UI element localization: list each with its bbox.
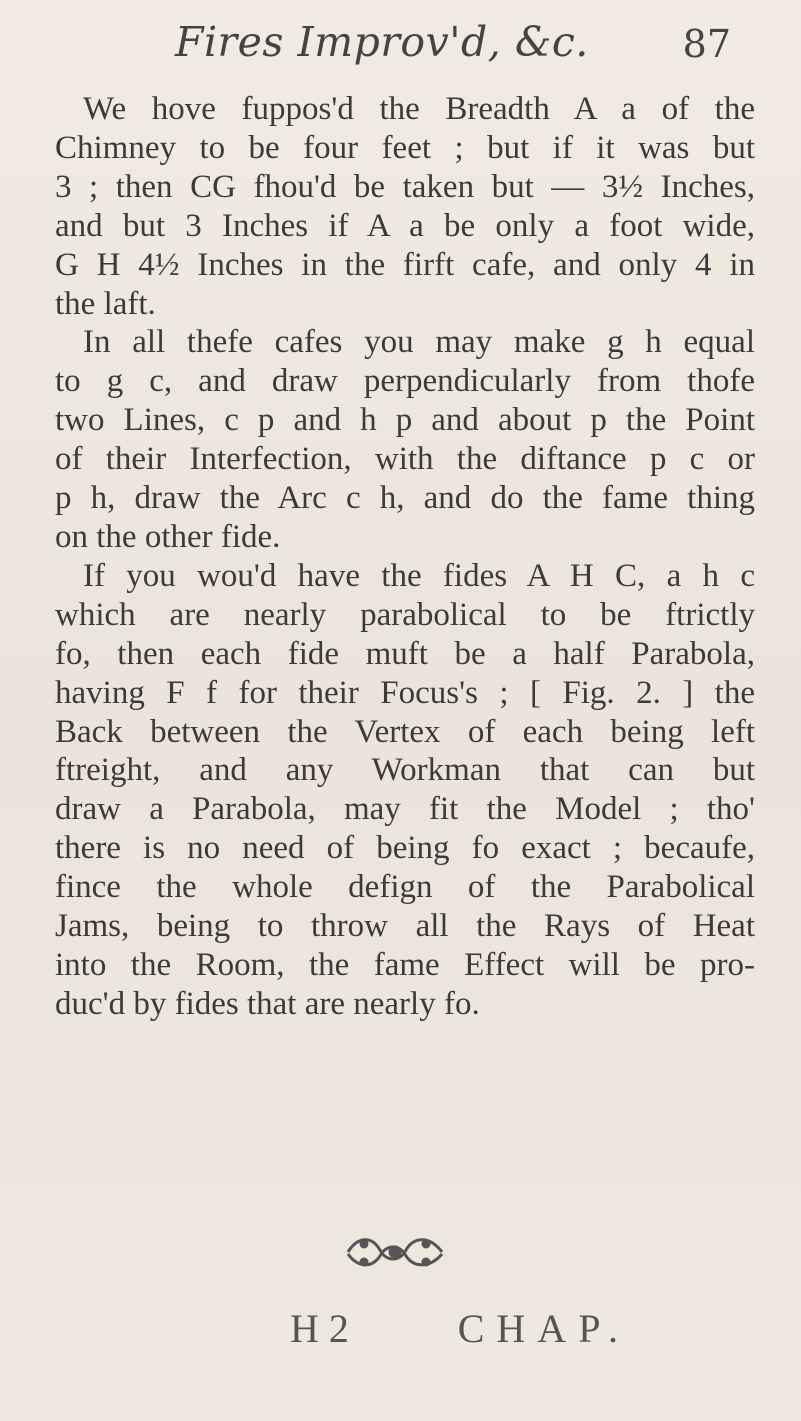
- text-line: to g c, and draw perpendicularly from thofe: [55, 363, 755, 400]
- page-header: [175, 18, 761, 78]
- text-line: into the Room, the fame Effect will be pro-: [55, 946, 755, 983]
- text-line: In all thefe cafes you may make g h equal: [83, 324, 755, 361]
- text-line: two Lines, c p and h p and about p the Point: [55, 402, 755, 439]
- text-line: the laft.: [55, 285, 156, 322]
- text-line: Jams, being to throw all the Rays of Heat: [55, 908, 755, 945]
- text-line: Back between the Vertex of each being left: [55, 713, 755, 750]
- text-line: draw a Parabola, may fit the Model ; tho': [55, 791, 755, 828]
- text-line: there is no need of being fo exact ; becaufe,: [55, 830, 755, 867]
- text-line: fo, then each fide muft be a half Parabola,: [55, 635, 755, 672]
- page-number: 87: [682, 22, 731, 66]
- text-line: Chimney to be four feet ; but if it was but: [55, 129, 755, 166]
- text-line: which are nearly parabolical to be ftrictly: [55, 596, 755, 633]
- signature-mark: H 2: [290, 1306, 349, 1351]
- running-head: Fires Improv'd, &c.: [175, 18, 589, 66]
- text-line: p h, draw the Arc c h, and do the fame thing: [55, 480, 755, 517]
- text-line: and but 3 Inches if A a be only a foot wide,: [55, 207, 755, 244]
- text-line: on the other fide.: [55, 518, 281, 555]
- text-line: G H 4½ Inches in the firft cafe, and only 4 in: [55, 246, 755, 283]
- text-line: fince the whole defign of the Parabolical: [55, 869, 755, 906]
- text-line: We hove fuppos'd the Breadth A a of the: [83, 91, 755, 127]
- text-line: 3 ; then CG fhou'd be taken but — 3½ Inches,: [55, 168, 755, 205]
- text-line: duc'd by fides that are nearly fo.: [55, 985, 480, 1022]
- ornament-icon: [340, 1232, 450, 1272]
- catchword: CHAP.: [457, 1306, 630, 1351]
- text-line: of their Interfection, with the diftance p c or: [55, 441, 755, 478]
- body-text: [55, 90, 755, 1024]
- page-footer: [290, 1305, 630, 1365]
- text-line: If you wou'd have the fides A H C, a h c: [83, 557, 755, 594]
- text-line: having F f for their Focus's ; [ Fig. 2. ] the: [55, 674, 755, 711]
- text-line: ftreight, and any Workman that can but: [55, 752, 755, 789]
